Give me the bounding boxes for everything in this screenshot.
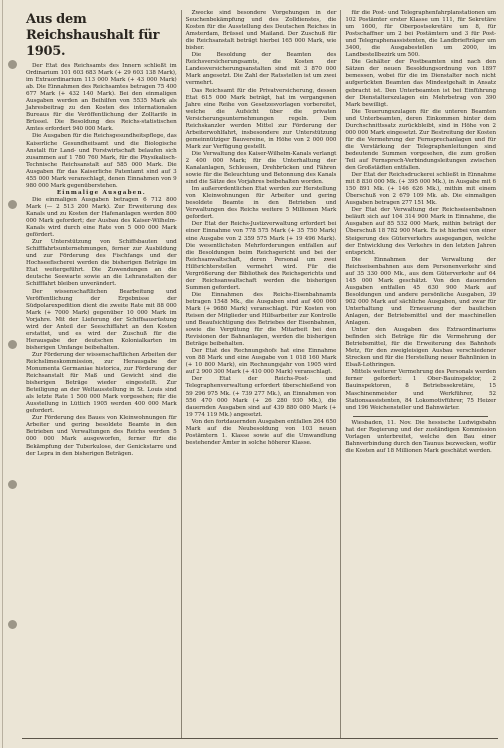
paragraph: Wiesbaden, 11. Nov. Die hessische Ludwigsbahn hat der Regierung und der zuständigen Kommission Vorlagen unterbreitet, welche den Bau einer Bahnverbindung durch den Taunus bezwecken, wofür die Kosten auf 18 Millionen Mark geschätzt werden. [345, 420, 497, 455]
paragraph: Zur Förderung des Baues von Kleinwohnungen für Arbeiter und gering besoldete Beamte in den Betrieben und Verwaltungen des Reichs werden 5 000 000 Mark ausgeworfen, ferner für die Bekämpfung der Tuberkulose, der Genickstarre und der Lepra in den bisherigen Beträgen. [26, 415, 177, 457]
paragraph: Die Gehälter der Postbeamten sind nach den Sätzen der neuen Besoldungsordnung von 1897 bemessen, wobei für die im Dienstalter noch nicht aufgerückten Beamten das Mindestgehalt in Ansatz gebracht ist. Den Unterbeamten ist bei Einführung der Dienstalterszulagen ein Mehrbetrag von 390 Mark bewilligt. [345, 59, 497, 108]
binding-edge [2, 0, 3, 748]
paragraph: Die Teuerungszulagen für die unteren Beamten und Unterbeamten, deren Einkommen hinter dem Durchschnittssatz zurückbleibt, sind in Höhe von 2 000 000 Mark eingesetzt. Zur Bestreitung der Kosten für die Vermehrung der Fernsprechanlagen und für die Verstärkung der Telegraphenleitungen sind bedeutende Summen vorgesehen, die zum großen Teil auf Fernsprech-Verbindungsleitungen zwischen den Großstädten entfallen. [345, 108, 497, 172]
paragraph: für die Post- und Telegraphenfahrplanstationen um 102 Postämter erster Klasse um 111, für Sekretäre um 1600, für Oberpostsekretäre um 8, für Postschaffner um 2 bei Postämtern und 3 für Post- und Telegraphenassistenten, die Landbriefträger um 3400, die Ausgabestellen um 2000, im Landbestellbezirk um 500. [345, 10, 497, 59]
article-heading: Aus dem Reichshaushalt für 1905. [26, 12, 160, 59]
bottom-divider [22, 738, 498, 739]
paragraph: Der Etat der Reichs-Post- und Telegraphenverwaltung erfordert überschießend von 59 296 975 Mk. (+ 739 277 Mk.), an Einnahmen von 556 470 000 Mark (+ 26 280 930 Mk.), die dauernden Ausgaben sind auf 439 880 080 Mark (+ 19 774 119 Mk.) angesetzt. [185, 376, 337, 418]
paragraph: Die einmaligen Ausgaben betragen 6 712 800 Mark (— 2 513 200 Mark). Zur Erweiterung des Kanals und zu Kosten der Hafenanlagen werden 800 000 Mark gefordert; der Ausbau des Kaiser-Wilhelm-Kanals wird durch eine Rate von 5 000 000 Mark gefördert. [26, 196, 177, 239]
paragraph: Der Etat der Reichsdruckerei schließt in Einnahme mit 8 830 000 Mk. (+ 395 000 Mk.), in Ausgabe mit 6 150 891 Mk. (+ 146 626 Mk.), mithin mit einem Überschuß von 2 679 109 Mk. ab. Die einmaligen Ausgaben betragen 277 151 Mk. [345, 172, 497, 207]
column-3 [340, 10, 500, 738]
paragraph: Im außerordentlichen Etat werden zur Herstellung von Kleinwohnungen für Arbeiter und gering besoldete Beamte in den Betrieben und Verwaltungen des Reichs weitere 5 Millionen Mark gefordert. [185, 186, 337, 221]
binding-hole [8, 480, 17, 489]
paragraph: Die Einnahmen des Reichs-Eisenbahnamts betragen 1548 Mk., die Ausgaben sind auf 400 060 Mark (+ 9680 Mark) veranschlagt. Für Kosten von Reisen der Mitglieder und Hilfsarbeiter zur Kontrolle und Beaufsichtigung des Betriebes der Eisenbahnen, sowie die Vergütung für die Mitarbeit bei den Revisionen der Bahnanlagen, werden die bisherigen Beträge beibehalten. [185, 291, 337, 348]
binding-hole [8, 60, 17, 69]
paragraph: Mittels weiterer Vermehrung des Personals werden ferner gefordert: 1 Ober-Bauinspektor, 2 Bauinspektoren, 8 Betriebssekretäre, 15 Maschinenmeister und Werkführer, 52 Stationsassistenten, 84 Lokomotivführer, 75 Heizer und 196 Weichensteller und Bahnwärter. [345, 369, 497, 411]
paragraph: Zwecke sind besondere Vorgehungen in der Seuchenbekämpfung und des Zolldienstes, die Kosten für die Ausstellung des Deutschen Reiches in Amsterdam, Brüssel und Mailand. Der Zuschuß für die Reichsanstalt beträgt hierbei 165 000 Mark, wie bisher. [185, 10, 337, 52]
text-columns [22, 10, 500, 738]
paragraph: Das Reichsamt für die Privatversicherung, dessen Etat 615 000 Mark beträgt, hat im vergangenen Jahre eine Reihe von Gesetzesvorlagen vorbereitet, welche die Aufsicht über die privaten Versicherungsunternehmungen regeln. Dem Reichskanzler werden Mittel zur Förderung der Arbeiterwohlfahrt, insbesondere zur Unterstützung gemeinnütziger Bauvereine, in Höhe von 2 000 000 Mark zur Verfügung gestellt. [185, 87, 337, 150]
subheading: Einmalige Ausgaben. [56, 189, 146, 196]
paragraph: Die Verwaltung des Kaiser-Wilhelm-Kanals verlangt 2 400 000 Mark; für die Unterhaltung der Kanalanlagen, Schleusen, Drehbrücken und Fähren sowie für die Beleuchtung und Betonnung des Kanals sind die Sätze des Vorjahres beibehalten worden. [185, 150, 337, 186]
binding-hole [8, 620, 17, 629]
paragraph: Die Ausgaben für die Reichsgesundheitspflege, das Kaiserliche Gesundheitsamt und die Biologische Anstalt für Land- und Forstwirtschaft belaufen sich zusammen auf 1 780 760 Mark, für die Physikalisch-Technische Reichsanstalt auf 585 000 Mark. Die Ausgaben für das Kaiserliche Patentamt sind auf 3 455 000 Mark veranschlagt, denen Einnahmen von 9 980 000 Mark gegenüberstehen. [26, 133, 177, 189]
column-2 [181, 10, 341, 738]
paragraph: Unter den Ausgaben des Extraordinariums befinden sich Beträge für die Vermehrung der Betriebsmittel, für die Erweiterung des Bahnhofs Metz, für den zweigleisigen Ausbau verschiedener Strecken und für die Herstellung neuer Bahnlinien in Elsaß-Lothringen. [345, 327, 497, 369]
binding-hole [8, 340, 17, 349]
binding-hole [8, 200, 17, 209]
paragraph: Die Einnahmen der Verwaltung der Reichseisenbahnen aus dem Personenverkehr sind auf 35 330 000 Mk., aus dem Güterverkehr auf 64 145 000 Mark geschätzt. Von den dauernden Ausgaben entfallen 45 630 900 Mark auf Besoldungen und andere persönliche Ausgaben, 39 902 000 Mark auf sächliche Ausgaben, und zwar für Unterhaltung und Erneuerung der baulichen Anlagen, der Betriebsmittel und der maschinellen Anlagen. [345, 256, 497, 327]
paragraph: Der Etat des Reichsamts des Innern schließt im Ordinarium 101 603 683 Mark (+ 29 603 138 Mark), im Extraordinarium 113 000 Mark (+ 43 000 Mark) ab. Die Einnahmen des Reichsamtes betragen 75 400 677 Mark (+ 432 140 Mark). Bei den einmaligen Ausgaben werden an Beihilfen von 5535 Mark als Jahresbeitrag zu den Kosten des internationalen Bureaus für die Veröffentlichung der Zolltarife in Brüssel. Die Besoldung des Reichs-statistischen Amtes erfordert 940 000 Mark. [26, 63, 177, 133]
paragraph: Der Etat des Rechnungshofs hat eine Einnahme von 88 Mark und eine Ausgabe von 1 018 160 Mark (+ 10 800 Mark), ein Rechnungsjahr von 1905 wird auf 2 900 300 Mark (+ 410 000 Mark) veranschlagt. [185, 348, 337, 376]
paragraph: Der wissenschaftlichen Bearbeitung und Veröffentlichung der Ergebnisse der Südpolarexpedition dient die zweite Rate mit 88 000 Mark (+ 7000 Mark) gegenüber 10 000 Mark im Vorjahre. Mit der Lieferung der Schiffsausrüstung wird der Anteil der Seeschiffahrt an den Kosten erstattet, und es wird der Zuschuß für die Herausgabe der deutschen Kolonialkarten im bisherigen Umfange beibehalten. [26, 288, 177, 351]
section-divider [353, 416, 488, 417]
paragraph: Zur Förderung der wissenschaftlichen Arbeiten der Reichslimeskommission, zur Herausgabe der Monumenta Germaniae historica, zur Förderung der Reichsanstalt für Maß und Gewicht sind die bisherigen Beträge wieder eingestellt. Zur Beteiligung an der Weltausstellung in St. Louis sind als letzte Rate 1 500 000 Mark vorgesehen; für die Ausstellung in Lüttich 1905 werden 400 000 Mark gefordert. [26, 351, 177, 415]
paragraph: Der Etat der Reichs-Justizverwaltung erfordert bei einer Einnahme von 778 575 Mark (+ 35 750 Mark) eine Ausgabe von 2 359 575 Mark (+ 19 496 Mark). Die wesentlichsten Mehrforderungen entfallen auf die Besoldungen beim Reichsgericht und bei der Reichsanwaltschaft, deren Personal um zwei Hilfsrichterstellen vermehrt wird. Für die Vergrößerung der Bibliothek des Reichsgerichts und der Reichsanwaltschaft werden die bisherigen Summen gefordert. [185, 221, 337, 291]
paragraph: Von den fortdauernden Ausgaben entfallen 264 650 Mark auf die Neubesoldung von 103 neuen Postämtern 1. Klasse sowie auf die Umwandlung bestehender Ämter in solche höherer Klasse. [185, 418, 337, 446]
column-1 [22, 10, 181, 738]
paragraph: Zur Unterstützung von Schiffsbauten und Schifffahrtsunternehmungen, ferner zur Ausbildung und zur Förderung des Fischfangs und der Hochseefischerei werden die bisherigen Beträge im Etat weitergeführt. Die Zuwendungen an die deutsche Seewarte sowie an die Lehranstalten der Schifffahrt bleiben unverändert. [26, 239, 177, 288]
paragraph: Der Etat der Verwaltung der Reichseisenbahnen beläuft sich auf 104 314 900 Mark in Einnahme, die Ausgaben auf 85 532 000 Mark, mithin beträgt der Überschuß 18 782 900 Mark. Es ist hierbei von einer Steigerung des Güterverkehrs ausgegangen, welche der Entwicklung des Verkehrs in den letzten Jahren entspricht. [345, 207, 497, 256]
paragraph: Die Besoldung der Beamten des Reichsversicherungsamts, die Kosten der Landesversicherungsanstalten sind mit 3 870 000 Mark angesetzt. Die Zahl der Ratsstellen ist um zwei vermehrt. [185, 52, 337, 87]
